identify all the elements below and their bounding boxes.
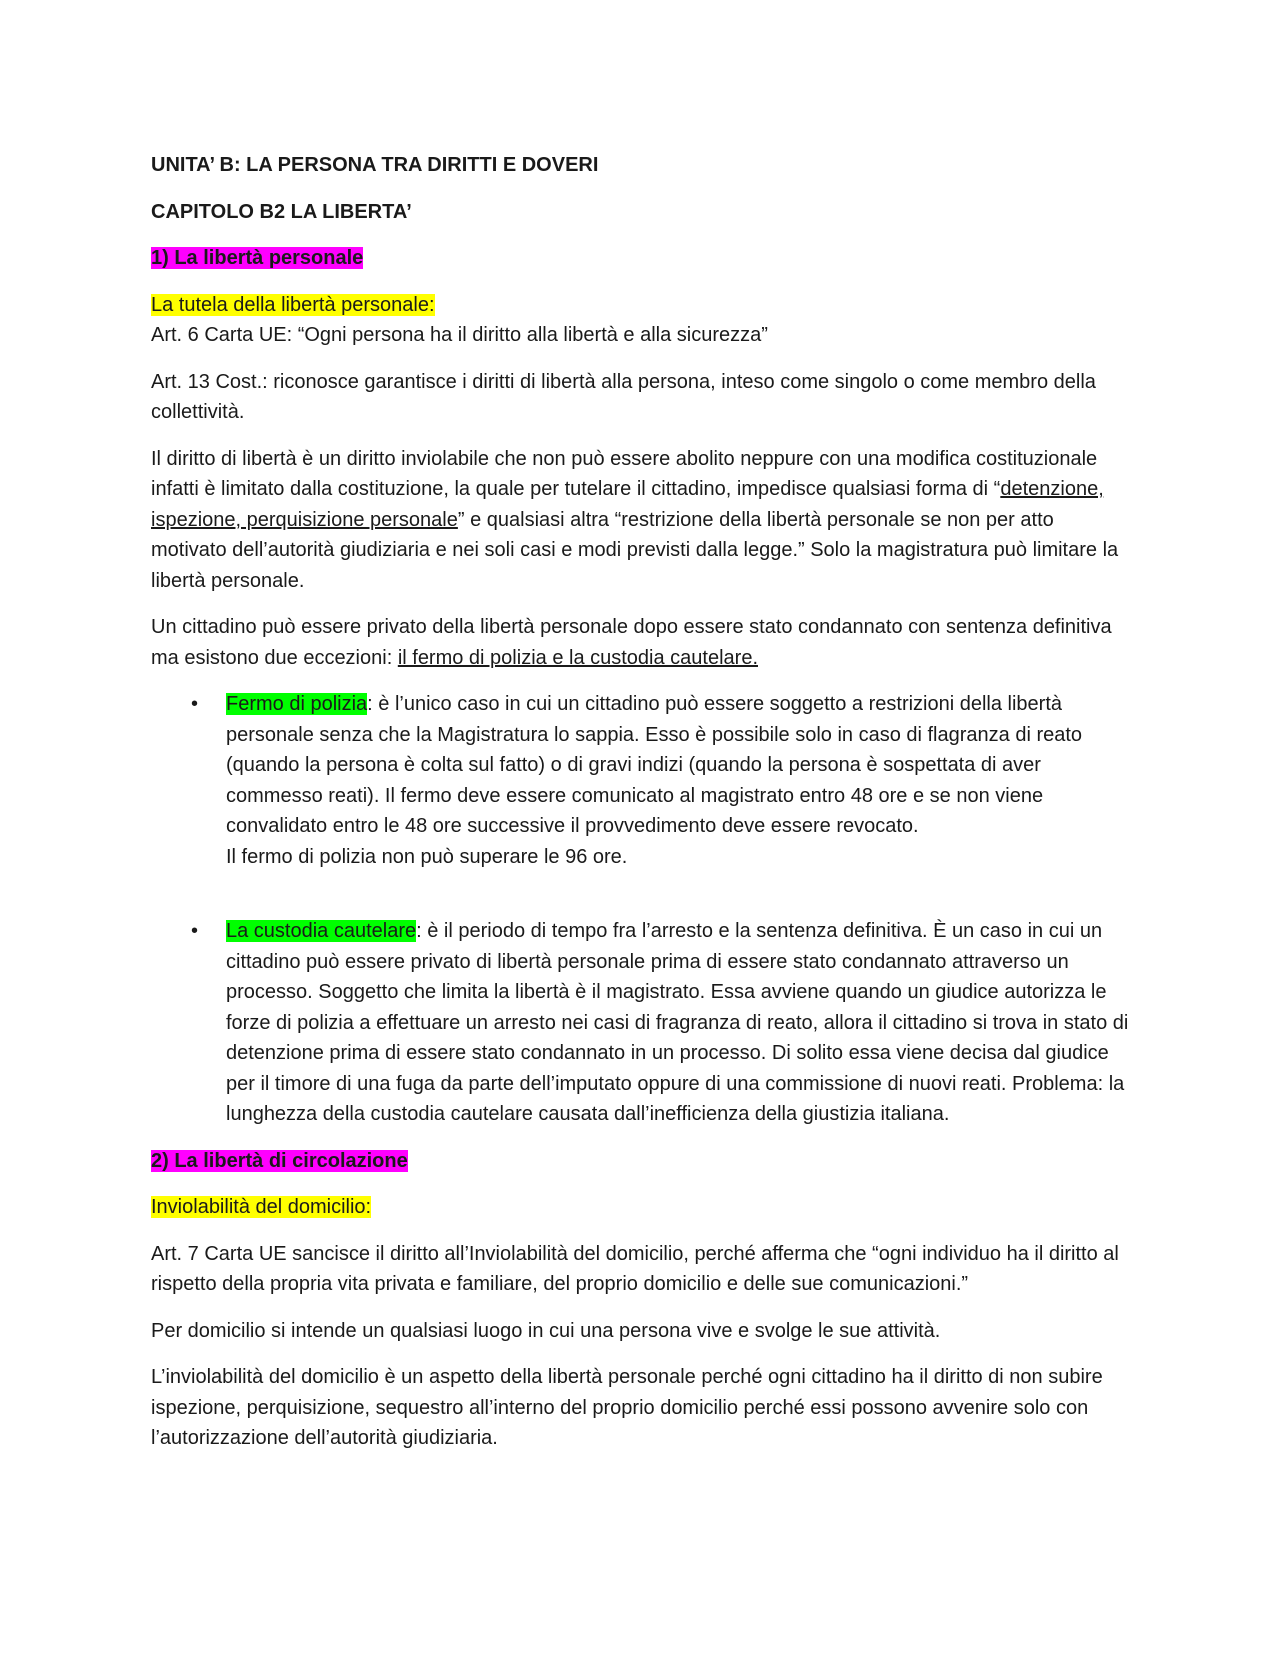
exceptions-paragraph-part-1: Un cittadino può essere privato della libertà personale dopo essere stato condannato con sentenza definitiva ma esistono due eccezioni: <box>151 616 1112 669</box>
list-spacer <box>151 888 1131 916</box>
exceptions-paragraph-underlined: il fermo di polizia e la custodia cautelare. <box>397 646 758 669</box>
list-item-fermo-di-polizia <box>151 689 1131 872</box>
art-6-text: Art. 6 Carta UE: “Ogni persona ha il diritto alla libertà e alla sicurezza” <box>151 324 768 346</box>
fermo-di-polizia-text: : è l’unico caso in cui un cittadino può essere soggetto a restrizioni della libertà personale senza che la Magistratura lo sappia. Esso è possibile solo in caso di flagranza di reato (quando la persona è colta sul fatto) o di gravi indizi (quando la persona è sospettata di aver commesso reati). Il fermo deve essere comunicato al magistrato entro 48 ore e se non viene convalidato entro le 48 ore successive il provvedimento deve essere revocato. <box>226 693 1083 837</box>
section-2-subheading-block <box>151 1192 1131 1223</box>
inviolability-paragraph: L’inviolabilità del domicilio è un aspetto della libertà personale perché ogni cittadino ha il diritto di non subire ispezione, perquisizione, sequestro all’interno del proprio domicilio perché essi possono avvenire solo con l’autorizzazione dell’autorità giudiziaria. <box>151 1366 1103 1449</box>
exceptions-paragraph <box>151 612 1131 673</box>
liberty-paragraph <box>151 444 1131 597</box>
section-2-subheading: Inviolabilità del domicilio: <box>151 1196 372 1218</box>
art-13-paragraph: Art. 13 Cost.: riconosce garantisce i diritti di libertà alla persona, inteso come singolo o come membro della collettività. <box>151 370 1096 423</box>
list-item-custodia-cautelare <box>151 916 1131 1130</box>
liberty-paragraph-underlined: detenzione, ispezione, perquisizione personale <box>151 478 1104 531</box>
chapter-title: CAPITOLO B2 LA LIBERTA’ <box>151 200 412 223</box>
document-page <box>151 150 1131 1470</box>
bullet-icon: • <box>191 693 199 715</box>
section-1-intro <box>151 290 1131 351</box>
section-1-heading: 1) La libertà personale <box>151 247 364 269</box>
liberty-paragraph-part-1: Il diritto di libertà è un diritto inviolabile che non può essere abolito neppure con una modifica costituzionale infatti è limitato dalla costituzione, la quale per tutelare il cittadino, impedisce qualsiasi forma di “ <box>151 447 1098 500</box>
art-7-paragraph: Art. 7 Carta UE sancisce il diritto all’Inviolabilità del domicilio, perché afferma che “ogni individuo ha il diritto al rispetto della propria vita privata e familiare, del proprio domicilio e delle sue comunicazioni.” <box>151 1242 1119 1295</box>
section-1-subheading: La tutela della libertà personale: <box>151 293 435 316</box>
custodia-cautelare-text: : è il periodo di tempo fra l’arresto e la sentenza definitiva. È un caso in cui un cittadino può essere privato di libertà personale prima di essere stato condannato attraverso un processo. Soggetto che limita la libertà è il magistrato. Essa avviene quando un giudice autorizza le forze di polizia a effettuare un arresto nei casi di fragranza di reato, allora il cittadino si trova in stato di detenzione prima di essere stato condannato in un processo. Di solito essa viene decisa dal giudice per il timore di una fuga da parte dell’imputato oppure di una commissione di nuovi reati. Problema: la lunghezza della custodia cautelare causata dall’inefficienza della giustizia italiana. <box>226 920 1129 1125</box>
section-1-heading-block <box>151 243 1131 274</box>
unit-title: UNITA’ B: LA PERSONA TRA DIRITTI E DOVERI <box>151 154 599 176</box>
bullet-icon: • <box>191 920 199 942</box>
fermo-di-polizia-term: Fermo di polizia <box>226 693 368 715</box>
liberty-paragraph-part-2: ” e qualsiasi altra “restrizione della libertà personale se non per atto motivato dell’autorità giudiziaria e nei soli casi e modi previsti dalla legge.” Solo la magistratura può limitare la libertà personale. <box>151 508 1119 592</box>
section-2-heading-block <box>151 1146 1131 1177</box>
custodia-cautelare-term: La custodia cautelare <box>226 920 417 942</box>
fermo-di-polizia-text-2: Il fermo di polizia non può superare le 96 ore. <box>226 845 628 868</box>
domicile-definition-paragraph: Per domicilio si intende un qualsiasi luogo in cui una persona vive e svolge le sue attività. <box>151 1319 941 1342</box>
section-2-heading: 2) La libertà di circolazione <box>151 1149 408 1172</box>
